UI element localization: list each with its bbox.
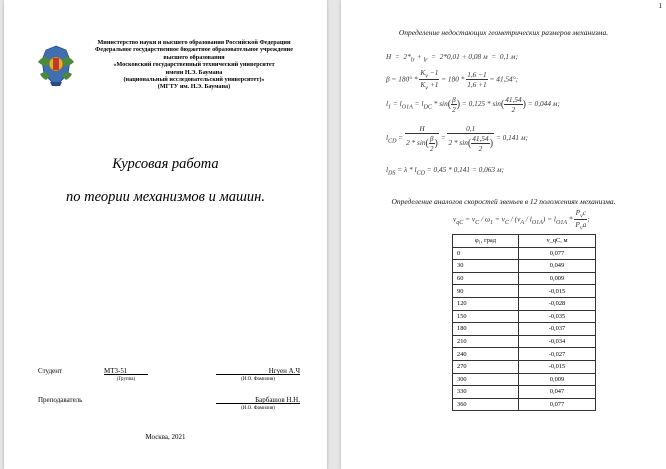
phi-cell: 300 — [453, 373, 519, 386]
student-label: Студент — [38, 367, 63, 375]
teacher-label: Преподаватель — [38, 396, 83, 404]
table-row — [453, 247, 596, 260]
phi-cell: 180 — [453, 323, 519, 336]
phi-cell: 0 — [453, 247, 519, 260]
formula-beta: β = 180° * $\frac{K_v -1}{K_v +1}$ = 180 * $\frac{1,6 -1}{1,6 +1}$ = 41,54°; — [386, 68, 519, 92]
header-line: «Московский государственный технический университет — [113, 61, 275, 69]
page-number: 1 — [658, 2, 662, 10]
table-row — [453, 260, 596, 273]
table-header-row — [453, 235, 596, 248]
section-title-geometry: Определение недостающих геометрических размеров механизма. — [398, 28, 609, 37]
document-title: Курсовая работа — [112, 156, 219, 172]
group-caption: (Группа) — [116, 377, 136, 382]
v-cell: 0,077 — [519, 398, 596, 411]
phi-cell: 270 — [453, 360, 519, 373]
teacher-name-field: Барбашов Н.Н. — [216, 396, 300, 404]
phi-cell: 330 — [453, 386, 519, 399]
student-name-caption: (И.О. Фамилия) — [241, 377, 275, 382]
table-header-phi: φ₁, град — [453, 235, 519, 248]
table-row — [453, 272, 596, 285]
v-cell: -0,027 — [519, 348, 596, 361]
table-row — [453, 323, 596, 336]
formula-l1: $l_1 = l_{O1A} = l_{DC} * \sin$( $\frac{\beta}{2}$ ) = 0,125 * sin( $\frac{41,54}{2}$ ) = 0,044 м; — [386, 95, 560, 114]
table-row — [453, 398, 596, 411]
phi-cell: 120 — [453, 297, 519, 310]
v-cell: -0,028 — [519, 297, 596, 310]
header-line: высшего образования — [163, 53, 225, 61]
phi-cell: 360 — [453, 398, 519, 411]
phi-cell: 240 — [453, 348, 519, 361]
group-field: МТ3-51 — [104, 367, 148, 375]
phi-cell: 30 — [453, 260, 519, 273]
header-line: (МГТУ им. Н.Э. Баумана) — [157, 83, 231, 91]
formula-H: $H = 2*_{lr} + _{lr} = 2*0,01 + 0,08$ м = 0,1 м; — [386, 52, 518, 64]
phi-cell: 60 — [453, 272, 519, 285]
table-row — [453, 297, 596, 310]
v-cell: -0,035 — [519, 310, 596, 323]
phi-cell: 210 — [453, 335, 519, 348]
table-row — [453, 348, 596, 361]
document-subtitle: по теории механизмов и машин. — [65, 189, 265, 205]
formula-velocity: $v_{qC} = v_C / \omega_1 = v_C / (v_A / l_{O1A}) = l_{O1A}$ * $P_vc$ $P_va$ ; — [453, 208, 590, 232]
title-page — [4, 0, 327, 469]
university-emblem-icon — [36, 44, 76, 88]
table-header-v: v_qC, м — [519, 235, 596, 248]
v-cell: -0,015 — [519, 285, 596, 298]
phi-cell: 90 — [453, 285, 519, 298]
v-cell: -0,037 — [519, 323, 596, 336]
table-row — [453, 310, 596, 323]
header-line: имени Н.Э. Баумана — [165, 68, 223, 76]
v-cell: 0,009 — [519, 373, 596, 386]
table-row — [453, 335, 596, 348]
v-cell: -0,034 — [519, 335, 596, 348]
section-title-velocity: Определение аналогов скоростей звеньев в 12 положениях механизма. — [391, 197, 616, 206]
institution-header — [84, 39, 304, 91]
v-cell: 0,047 — [519, 386, 596, 399]
table-row — [453, 360, 596, 373]
v-cell: 0,077 — [519, 247, 596, 260]
header-line: Министерство науки и высшего образования Российской Федерации — [97, 39, 291, 46]
formula-lDS: $l_{DS} = \lambda * l_{CD} = 0,45 * 0,141 = 0,063$ м; — [386, 165, 504, 177]
v-cell: 0,009 — [519, 272, 596, 285]
header-line: (национальный исследовательский университет)» — [123, 76, 265, 84]
table-row — [453, 373, 596, 386]
table-row — [453, 386, 596, 399]
teacher-name-caption: (И.О. Фамилия) — [241, 406, 275, 411]
v-cell: 0,049 — [519, 260, 596, 273]
phi-cell: 150 — [453, 310, 519, 323]
calculation-page — [341, 0, 666, 469]
formula-lCD: $l_{CD}$ = H 2 * sin( $\frac{\beta}{2}$ ) = 0,1 2 * sin( $\frac{41,54}{2}$ ) = 0,141 м; — [386, 124, 528, 153]
velocity-table — [452, 234, 596, 411]
table-row — [453, 285, 596, 298]
student-name-field: Нгуен А.Ч — [216, 367, 300, 375]
city-year: Москва, 2021 — [145, 433, 186, 441]
v-cell: -0,015 — [519, 360, 596, 373]
header-line: Федеральное государственное бюджетное образовательное учреждение — [95, 46, 293, 54]
